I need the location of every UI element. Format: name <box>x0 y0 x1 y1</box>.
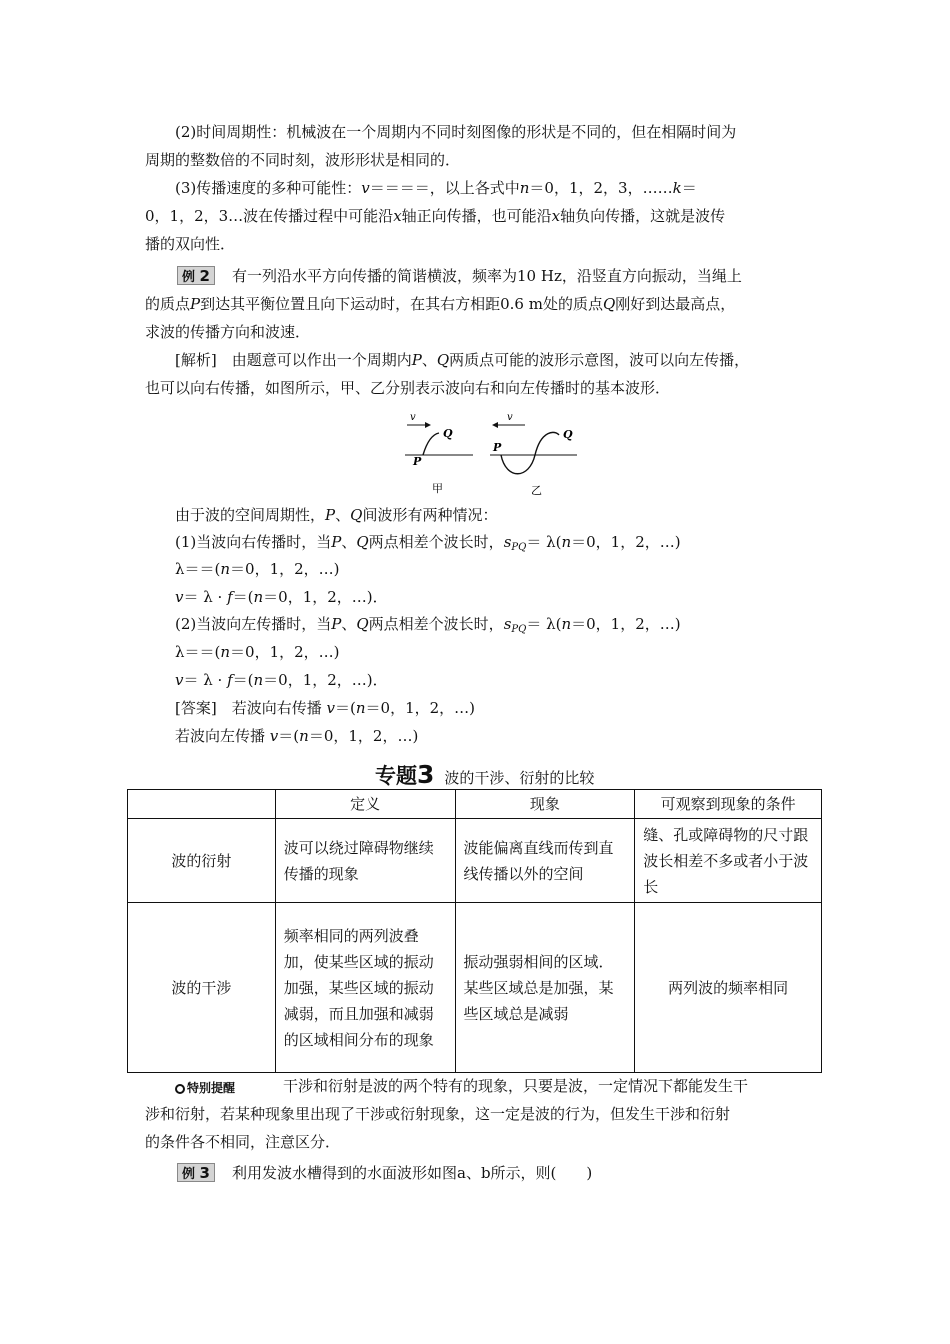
text-line: 求波的传播方向和波速． <box>145 323 311 341</box>
text-line: 也可以向右传播，如图所示，甲、乙分别表示波向右和向左传播时的基本波形． <box>145 379 671 397</box>
text-line: 若波向左传播 v＝(n＝0，1，2，…) <box>175 727 419 745</box>
comparison-table <box>127 789 822 1073</box>
p-label: P <box>493 441 502 454</box>
text-line: [答案] 若波向右传播 v＝(n＝0，1，2，…) <box>175 699 476 717</box>
text-line: (2)当波向左传播时，当P、Q两点相差个波长时，$s_{PQ}= \lambda(n=0$，1，2，…) <box>175 615 681 635</box>
tip-icon <box>175 1084 185 1094</box>
section-heading: 专题3 波的干涉、衍射的比较 <box>375 760 595 789</box>
text-line: λ＝＝(n＝0，1，2，…) <box>175 560 340 578</box>
table-header-row <box>128 790 822 819</box>
table-cell: 缝、孔或障碍物的尺寸跟波长相差不多或者小于波长 <box>635 819 822 903</box>
text-line: [解析] 由题意可以作出一个周期内P、Q两质点可能的波形示意图，波可以向左传播， <box>175 351 750 369</box>
table-cell: 波的衍射 <box>128 819 276 903</box>
text-line: (3)传播速度的多种可能性：v＝＝＝＝，以上各式中n＝0，1，2，3，……k＝ <box>175 179 697 197</box>
text-line: 利用发波水槽得到的水面波形如图a、b所示，则( ) <box>232 1164 593 1182</box>
wave-right-diagram <box>405 412 473 495</box>
text-line: (2)时间周期性：机械波在一个周期内不同时刻图像的形状是不同的，但在相隔时间为 <box>175 123 737 141</box>
text-line: λ＝＝(n＝0，1，2，…) <box>175 643 340 661</box>
text-line: v＝ λ · f＝(n＝0，1，2，…)． <box>175 671 388 689</box>
table-row <box>128 903 822 1073</box>
q-label: Q <box>563 428 573 441</box>
wave-left-diagram <box>490 412 577 497</box>
table-cell: 波能偏离直线而传到直线传播以外的空间 <box>455 819 635 903</box>
table-cell: 两列波的频率相同 <box>635 903 822 1073</box>
text-line: 周期的整数倍的不同时刻，波形形状是相同的． <box>145 151 461 169</box>
text-line: v＝ λ · f＝(n＝0，1，2，…)． <box>175 588 388 606</box>
caption-yi: 乙 <box>531 484 542 497</box>
example-badge: 例 2 <box>177 266 215 285</box>
table-cell: 频率相同的两列波叠加，使某些区域的振动加强，某些区域的振动减弱，而且加强和减弱的区域相间分布的现象 <box>275 903 455 1073</box>
v-label: v <box>507 412 513 423</box>
q-label: Q <box>443 427 453 440</box>
example-badge: 例 3 <box>177 1163 215 1182</box>
table-cell: 波可以绕过障碍物继续传播的现象 <box>275 819 455 903</box>
table-header-cell <box>128 790 276 819</box>
text-line: 由于波的空间周期性，P、Q间波形有两种情况： <box>175 506 498 524</box>
table-row <box>128 819 822 903</box>
text-line: 有一列沿水平方向传播的简谐横波，频率为10 Hz，沿竖直方向振动，当绳上 <box>232 267 742 285</box>
text-line: 的条件各不相同，注意区分． <box>145 1133 341 1151</box>
text-line: 0，1，2，3…波在传播过程中可能沿x轴正向传播，也可能沿x轴负向传播，这就是波传 <box>145 207 726 225</box>
text-line: 涉和衍射，若某种现象里出现了干涉或衍射现象，这一定是波的行为，但发生干涉和衍射 <box>145 1105 731 1123</box>
v-label: v <box>410 412 416 423</box>
wave-curve <box>423 433 439 455</box>
table-header-cell: 现象 <box>455 790 635 819</box>
arrow-head-icon <box>492 422 498 428</box>
arrow-head-icon <box>425 422 431 428</box>
text-line: 播的双向性． <box>145 235 236 253</box>
wave-figure <box>395 405 595 500</box>
table-cell: 波的干涉 <box>128 903 276 1073</box>
text-line: (1)当波向右传播时，当P、Q两点相差个波长时，$s_{PQ}= \lambda(n=0$，1，2，…) <box>175 533 681 553</box>
text-line: 的质点P到达其平衡位置且向下运动时，在其右方相距0.6 m处的质点Q刚好到达最高点， <box>145 295 736 313</box>
table-header-cell: 可观察到现象的条件 <box>635 790 822 819</box>
text-line: 干涉和衍射是波的两个特有的现象，只要是波，一定情况下都能发生干 <box>283 1077 749 1095</box>
p-label: P <box>413 455 422 468</box>
tip-label: 特别提醒 <box>175 1079 235 1096</box>
table-cell: 振动强弱相间的区域．某些区域总是加强，某些区域总是减弱 <box>455 903 635 1073</box>
table-header-cell: 定义 <box>275 790 455 819</box>
wave-curve <box>501 432 559 473</box>
caption-jia: 甲 <box>432 482 443 495</box>
